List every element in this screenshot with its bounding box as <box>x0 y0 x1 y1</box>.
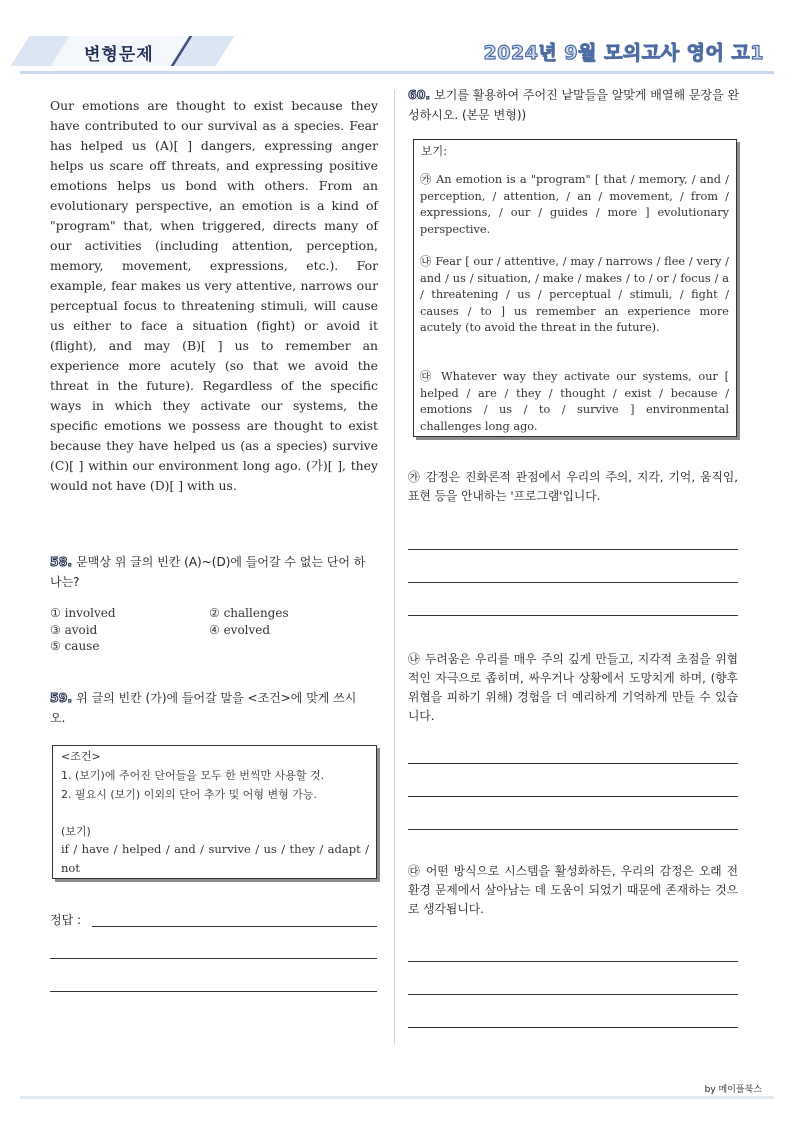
footer-divider <box>20 1096 774 1099</box>
reading-passage: Our emotions are thought to exist because they have contributed to our survival as a species. Fear has helped us (A)[ ] dangers, expressing anger helps us scare off threats, and expressing positive emotions helps us bond with others. From an evolutionary perspective, an emotion is a kind of "program" that, when triggered, directs many of our activities (including attention, perception, memory, movement, expressions, etc.). For example, fear makes us very attentive, narrows our perceptual focus to threatening stimuli, will cause us either to face a situation (fight) or avoid it (flight), and may (B)[ ] us to remember an experience more acutely (so that we avoid the threat in the future). Regardless of the specific ways in which they activate our systems, the specific emotions we possess are thought to exist because they have helped us (as a species) survive (C)[ ] within our environment long ago. (가)[ ], they would not have (D)[ ] with us. <box>50 98 378 493</box>
bogi-title: 보기: <box>421 144 448 158</box>
exam-title: 2024년 9월 모의고사 영어 고1 <box>483 42 764 64</box>
question-60 <box>408 85 743 125</box>
question-prompt: 문맥상 위 글의 빈칸 (A)~(D)에 들어갈 수 없는 단어 하나는? <box>50 555 366 589</box>
condition-box <box>52 745 377 879</box>
bogi-item-c: ㉰ Whatever way they activate our systems, our [ helped / are / they / thought / exist / because / emotions / us / to / survive ] environmental challenges long ago. <box>420 370 729 433</box>
bogi-words: if / have / helped / and / survive / us / they / adapt / not <box>61 842 369 875</box>
answer-label: 정답 : <box>50 913 82 927</box>
condition-title: <조건> <box>61 750 101 763</box>
answer-line[interactable] <box>50 991 377 992</box>
korean-translation-c: ㉰ 어떤 방식으로 시스템을 활성화하든, 우리의 감정은 오래 전 환경 문제에서 살아남는 데 도움이 되었기 때문에 존재하는 것으로 생각됩니다. <box>408 864 738 916</box>
answer-line[interactable] <box>408 829 738 830</box>
question-number: 59. <box>50 690 73 705</box>
korean-translation-b: ㉯ 두려움은 우리를 매우 주의 깊게 만들고, 지각적 초점을 위협적인 자극으로 좁히며, 싸우거나 상황에서 도망치게 하며, (향후 위협을 피하기 위해) 경험을 더 예리하게 기억하게 만들 수 있습니다. <box>408 652 738 723</box>
answer-line[interactable] <box>408 763 738 764</box>
condition-1: 1. (보기)에 주어진 단어들을 모두 한 번씩만 사용할 것. <box>61 769 325 782</box>
option-2[interactable]: ② challenges <box>209 606 289 620</box>
question-59 <box>50 688 370 728</box>
section-title: 변형문제 <box>84 45 154 65</box>
answer-line[interactable] <box>50 958 377 959</box>
korean-translation-a: ㉮ 감정은 진화론적 관점에서 우리의 주의, 지각, 기억, 움직임, 표현 등을 안내하는 '프로그램'입니다. <box>408 470 738 503</box>
column-divider <box>394 90 395 1045</box>
bogi-item-a: ㉮ An emotion is a "program" [ that / memory, / and / perception, / attention, / an / movement, / from / expressions, / our / guides / more ] evolutionary perspective. <box>420 173 729 236</box>
bogi-title: (보기) <box>61 825 91 838</box>
answer-line[interactable] <box>92 926 377 927</box>
question-number: 60. <box>408 87 431 102</box>
option-5[interactable]: ⑤ cause <box>50 639 100 653</box>
condition-2: 2. 필요시 (보기) 이외의 단어 추가 및 어형 변형 가능. <box>61 788 317 801</box>
option-1[interactable]: ① involved <box>50 606 116 620</box>
answer-line[interactable] <box>408 961 738 962</box>
answer-line[interactable] <box>408 796 738 797</box>
answer-line[interactable] <box>408 994 738 995</box>
question-58 <box>50 552 370 592</box>
footer-credit: by 메이플북스 <box>704 1085 762 1095</box>
bogi-item-b: ㉯ Fear [ our / attentive, / may / narrows / flee / very / and / us / situation, / make / makes / to / or / focus / a / threatening / us / perceptual / stimuli, / fight / causes / to ] us remember an experience more acutely (to avoid the threat in the future). <box>420 255 729 334</box>
header-divider <box>20 71 774 74</box>
answer-line[interactable] <box>408 1027 738 1028</box>
option-4[interactable]: ④ evolved <box>209 623 271 637</box>
answer-line[interactable] <box>408 549 738 550</box>
bogi-box <box>413 139 737 437</box>
question-prompt: 위 글의 빈칸 (가)에 들어갈 말을 <조건>에 맞게 쓰시오. <box>50 691 357 725</box>
question-number: 58. <box>50 554 73 569</box>
answer-line[interactable] <box>408 582 738 583</box>
answer-line[interactable] <box>408 615 738 616</box>
option-3[interactable]: ③ avoid <box>50 623 98 637</box>
question-prompt: 보기를 활용하여 주어진 낱말들을 알맞게 배열해 문장을 완성하시오. (본문 변형)) <box>408 88 740 122</box>
